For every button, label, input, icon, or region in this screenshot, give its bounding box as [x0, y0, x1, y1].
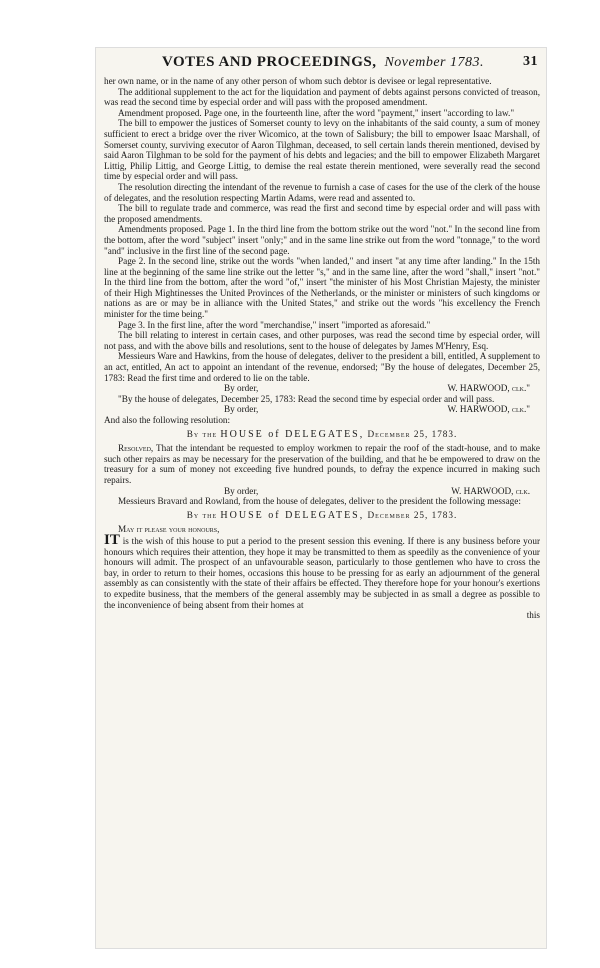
by-order-text: By order, — [224, 404, 259, 415]
paragraph: The bill to regulate trade and commerce, was read the first and second time by especial order and will pass with the proposed amendments. — [104, 203, 540, 224]
clerk-signature: W. HARWOOD, clk." — [447, 404, 530, 415]
page-number: 31 — [523, 54, 538, 69]
clerk-signature: W. HARWOOD, clk. — [451, 485, 530, 496]
paragraph: And also the following resolution: — [104, 415, 231, 425]
banner-date: December 25, 1783. — [367, 428, 458, 439]
message-text: is the wish of this house to put a period to the present session this evening. If there is any business before your honours which requires their attention, they hope it may be transmitted to them as speedily as the convenience of your honours will admit. The prospect of an unfavourable season, particularly to those gentlemen who have to cross the bay, in order to return to their homes, occasions this house to be pressing for as early an adjournment of the general assembly as can consistently with the state of their affairs be effected. They therefore hope for your honour's exertions to expedite business, that the members of the general assembly may be subjected in as small a degree as possible to the inconvenience of being absent from their homes at — [104, 535, 541, 610]
banner-prefix: By the — [186, 509, 218, 520]
section-banner — [104, 429, 540, 441]
running-header — [106, 54, 540, 74]
banner-house: HOUSE of DELEGATES, — [220, 428, 365, 440]
running-date: November 1783. — [384, 55, 485, 70]
paragraph: The resolution directing the intendant of the revenue to furnish a case of cases for the use of the clerk of the house of delegates, and the resolution respecting Martin Adams, were read and assented to. — [104, 181, 540, 203]
signature-line — [104, 486, 540, 497]
document-page — [96, 48, 546, 948]
message-paragraph — [104, 531, 541, 610]
paragraph: Messieurs Ware and Hawkins, from the house of delegates, deliver to the president a bill, entitled, A supplement to an act, entitled, An act to appoint an intendant of the revenue, endorsed; "By the house of delegates, December 25, 1783: Read the first time and ordered to lie on the table. — [104, 351, 540, 383]
paragraph: Messieurs Bravard and Rowland, from the house of delegates, deliver to the president the following message: — [118, 496, 521, 507]
paragraph: Page 3. In the first line, after the word "merchandise," insert "imported as aforesaid." — [118, 319, 431, 330]
banner-date: December 25, 1783. — [367, 509, 458, 520]
signature-line — [104, 404, 540, 415]
paragraph: The additional supplement to the act for the liquidation and payment of debts against persons convicted of treason, was read the second time by especial order and will pass with the proposed amendment. — [104, 86, 540, 108]
paragraph: "By the house of delegates, December 25, 1783: Read the second time by especial order and will pass. — [118, 393, 495, 404]
paragraph: The bill relating to interest in certain cases, and other purposes, was read the second time by especial order, will not pass, and with the above bills and resolutions, sent to the house of delegates by James M'Henry, Esq. — [104, 330, 540, 351]
paragraph: Amendment proposed. Page one, in the fourteenth line, after the word "payment," insert "according to law." — [118, 107, 515, 118]
by-order-text: By order, — [224, 383, 259, 394]
resolution-text: That the intendant be requested to employ workmen to repair the roof of the stadt-house, and to make such other repairs as may be necessary for the preservation of the building, and that he be empowered to draw on the treasury for a sum of money not exceeding five hundred pounds, to defray the expence incurred in making such repairs. — [104, 443, 540, 485]
page-body — [104, 76, 540, 940]
resolved-label: Resolved, — [118, 443, 154, 454]
resolution-paragraph — [104, 443, 540, 485]
paragraph: Page 2. In the second line, strike out the words "when landed," and insert "at any time after landing." In the 15th line at the beginning of the same line strike out the letter "s," and in the same line, after the word "shall," insert "not." In the third line from the bottom, after the word "of," insert "the minister of his Most Christian Majesty, the minister of their High Mightinesses the United Provinces of the Netherlands, or the minister or ministers of such kingdoms or nations as are or may be in alliance with the United States," and strike out the words "his excellency the French minister for the time being." — [104, 256, 540, 320]
paragraph: Amendments proposed. Page 1. In the third line from the bottom strike out the word "not." In the second line from the bottom, after the word "subject" insert "only;" and in the same line strike out from the word "tonnage," to the word "and" inclusive in the first line of the second page. — [104, 224, 540, 256]
running-title: VOTES AND PROCEEDINGS, — [161, 54, 377, 70]
banner-house: HOUSE of DELEGATES, — [220, 509, 365, 521]
signature-line — [104, 383, 540, 394]
catchword: this — [526, 610, 540, 621]
paragraph: her own name, or in the name of any other person of whom such debtor is devisee or legal representative. — [104, 76, 492, 86]
drop-cap: IT — [104, 531, 120, 548]
banner-prefix: By the — [186, 428, 218, 439]
section-banner — [104, 510, 540, 522]
paragraph: The bill to empower the justices of Somerset county to levy on the inhabitants of the said county, a sum of money sufficient to erect a bridge over the river Wicomico, at the town of Salisbury; the bill to empower Isaac Marshall, of Somerset county, surviving executor of Aaron Tilghman, deceased, to sell certain lands therein mentioned, devised by said Aaron Tilghman to be sold for the payment of his debts and legacies; and the bill to empower Elizabeth Margaret Littig, Philip Littig, and George Littig, to demise the real estate therein mentioned, were severally read the second time by especial order and will pass. — [104, 118, 540, 182]
by-order-text: By order, — [224, 485, 259, 496]
salutation: May it please your honours, — [118, 524, 220, 535]
clerk-signature: W. HARWOOD, clk." — [447, 383, 530, 394]
